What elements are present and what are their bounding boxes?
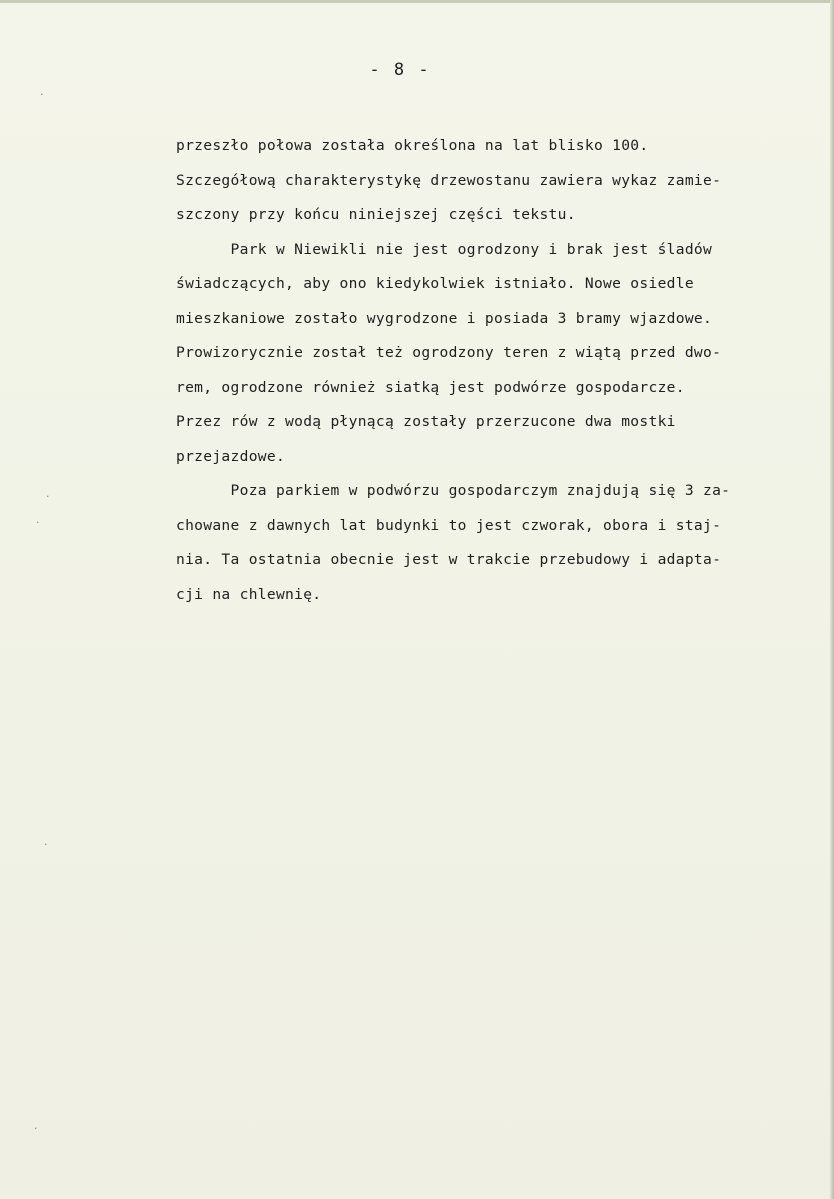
page-right-edge bbox=[830, 0, 834, 1199]
text-line: przeszło połowa została określona na lat blisko 100. bbox=[176, 137, 649, 154]
text-line: świadczących, aby ono kiedykolwiek istniało. Nowe osiedle bbox=[176, 275, 694, 292]
text-line: mieszkaniowe zostało wygrodzone i posiada 3 bramy wjazdowe. bbox=[176, 309, 713, 327]
text-line: Prowizorycznie został też ogrodzony teren z wiątą przed dwo- bbox=[176, 344, 722, 361]
margin-speck: · bbox=[34, 1122, 38, 1135]
text-line: przejazdowe. bbox=[176, 447, 286, 465]
text-line: szczony przy końcu niniejszej części tekstu. bbox=[176, 206, 576, 223]
body-text bbox=[176, 129, 816, 612]
margin-speck: · bbox=[46, 490, 50, 503]
text-line: rem, ogrodzone również siatką jest podwórze gospodarcze. bbox=[176, 378, 685, 396]
text-line: Poza parkiem w podwórzu gospodarczym znajdują się 3 za- bbox=[176, 482, 731, 499]
text-line: chowane z dawnych lat budynki to jest czworak, obora i staj- bbox=[176, 516, 722, 534]
page-top-edge bbox=[0, 0, 834, 3]
page-number: - 8 - bbox=[369, 60, 431, 80]
text-line: Park w Niewikli nie jest ogrodzony i brak jest śladów bbox=[176, 240, 713, 258]
margin-speck: · bbox=[44, 838, 48, 851]
text-line: Szczegółową charakterystykę drzewostanu zawiera wykaz zamie- bbox=[176, 171, 722, 189]
text-line: Przez rów z wodą płynącą zostały przerzucone dwa mostki bbox=[176, 413, 676, 430]
margin-speck: · bbox=[36, 516, 40, 529]
margin-speck: · bbox=[40, 88, 44, 101]
text-line: nia. Ta ostatnia obecnie jest w trakcie przebudowy i adapta- bbox=[176, 551, 722, 568]
text-line: cji na chlewnię. bbox=[176, 585, 322, 603]
